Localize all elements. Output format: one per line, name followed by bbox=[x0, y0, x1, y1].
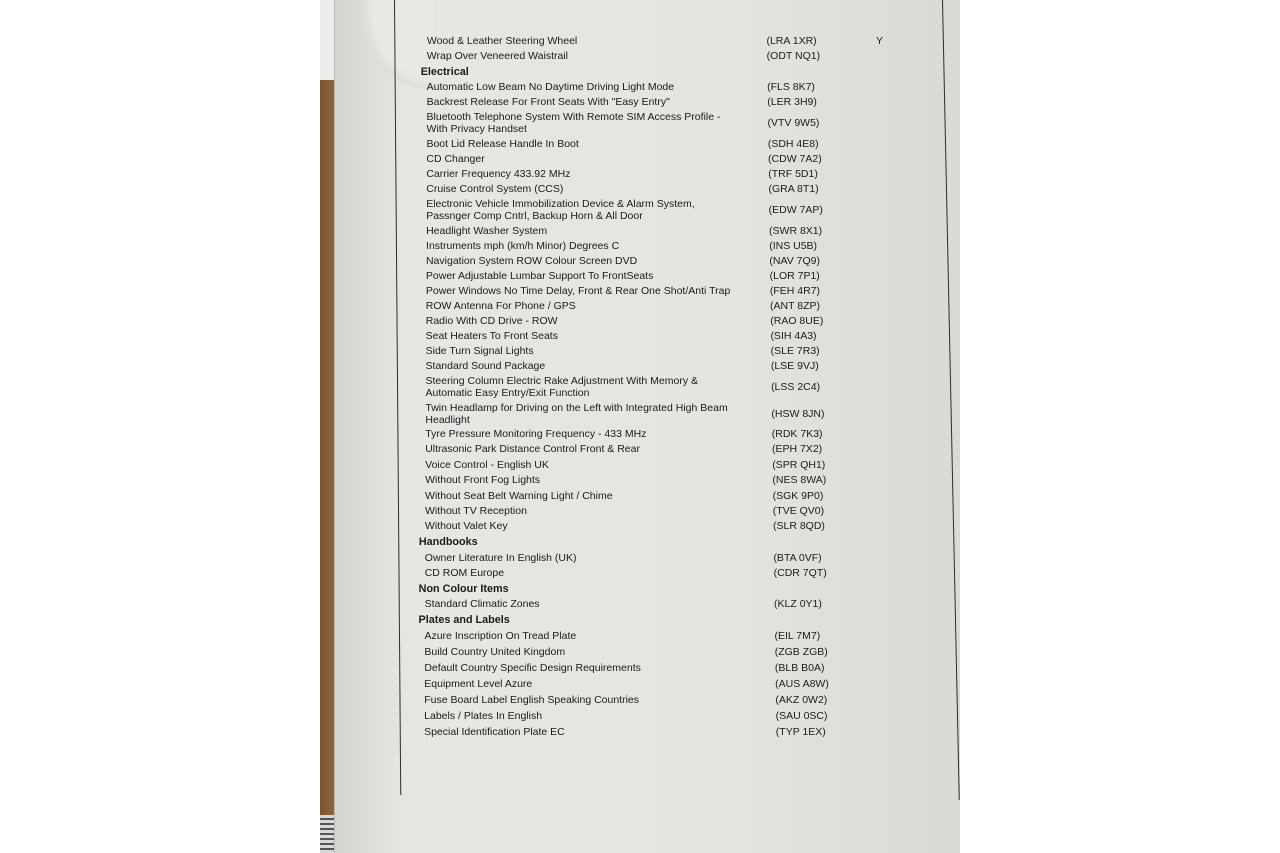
option-label: Special Identification Plate EC bbox=[424, 726, 565, 738]
option-code: (EIL 7M7) bbox=[774, 630, 821, 642]
option-code: (RAO 8UE) bbox=[770, 315, 824, 327]
option-row bbox=[425, 255, 820, 267]
option-code: (LOR 7P1) bbox=[769, 270, 820, 282]
option-label: Electronic Vehicle Immobilization Device & Alarm System, bbox=[426, 198, 695, 210]
option-code: (ANT 8ZP) bbox=[770, 300, 821, 312]
option-row bbox=[425, 285, 821, 297]
option-label-continued: Headlight bbox=[425, 414, 470, 426]
option-code: (SPR QH1) bbox=[772, 459, 826, 471]
option-label: CD Changer bbox=[426, 153, 485, 165]
option-row bbox=[424, 710, 828, 722]
option-row bbox=[426, 183, 819, 195]
option-code: (NAV 7Q9) bbox=[769, 255, 820, 267]
option-row bbox=[424, 505, 825, 517]
option-row bbox=[426, 50, 821, 62]
option-label: Radio With CD Drive - ROW bbox=[425, 315, 558, 327]
option-row bbox=[426, 240, 818, 252]
option-label-continued: Automatic Easy Entry/Exit Function bbox=[425, 387, 590, 399]
document-sheet bbox=[334, 0, 960, 853]
option-flag: Y bbox=[875, 35, 883, 47]
option-row bbox=[425, 474, 827, 486]
section-header bbox=[419, 614, 510, 626]
option-code: (ODT NQ1) bbox=[766, 50, 821, 62]
option-code: (AUS A8W) bbox=[775, 678, 829, 690]
option-row bbox=[426, 138, 819, 150]
option-code: (VTV 9W5) bbox=[767, 117, 820, 129]
option-code: (NES 8WA) bbox=[772, 474, 827, 486]
option-code: (SIH 4A3) bbox=[770, 330, 817, 342]
section-title: Non Colour Items bbox=[418, 583, 509, 595]
option-row bbox=[426, 111, 820, 135]
option-label-continued: With Privacy Handset bbox=[426, 123, 527, 135]
option-label: Power Windows No Time Delay, Front & Rear One Shot/Anti Trap bbox=[425, 285, 731, 297]
option-code: (SLR 8QD) bbox=[773, 520, 825, 532]
option-label: Default Country Specific Design Requirements bbox=[424, 662, 641, 674]
option-row bbox=[424, 726, 826, 738]
option-label: Standard Climatic Zones bbox=[424, 598, 540, 610]
option-row bbox=[426, 225, 823, 237]
option-code: (SDH 4E8) bbox=[767, 138, 819, 150]
option-code: (BLB B0A) bbox=[774, 662, 825, 674]
option-row bbox=[424, 646, 828, 658]
section-title: Handbooks bbox=[418, 536, 478, 548]
option-label: Fuse Board Label English Speaking Countries bbox=[424, 694, 640, 706]
option-row bbox=[426, 168, 818, 180]
section-header bbox=[421, 66, 469, 78]
option-label: Standard Sound Package bbox=[425, 360, 546, 372]
option-label: Azure Inscription On Tread Plate bbox=[424, 630, 577, 642]
option-code: (CDR 7QT) bbox=[773, 567, 827, 579]
option-row bbox=[424, 598, 822, 610]
option-row bbox=[425, 360, 819, 372]
option-label: Steering Column Electric Rake Adjustment With Memory & bbox=[425, 375, 699, 387]
option-row bbox=[425, 428, 823, 440]
option-code: (BTA 0VF) bbox=[773, 552, 822, 564]
option-label: CD ROM Europe bbox=[424, 567, 505, 579]
option-code: (LRA 1XR) bbox=[766, 35, 817, 47]
option-row bbox=[425, 375, 821, 399]
photo bbox=[320, 0, 960, 853]
option-label: Power Adjustable Lumbar Support To FrontSeats bbox=[425, 270, 654, 282]
option-code: (EPH 7X2) bbox=[771, 443, 823, 455]
option-label: Headlight Washer System bbox=[426, 225, 548, 237]
section-header bbox=[419, 583, 509, 595]
option-label: Twin Headlamp for Driving on the Left with Integrated High Beam bbox=[425, 402, 728, 414]
option-row bbox=[424, 678, 829, 690]
option-row bbox=[426, 153, 822, 165]
option-code: (FLS 8K7) bbox=[767, 81, 815, 93]
option-row bbox=[424, 662, 825, 674]
option-code: (LSS 2C4) bbox=[771, 381, 821, 393]
option-code: (TVE QV0) bbox=[772, 505, 825, 517]
option-label: Seat Heaters To Front Seats bbox=[425, 330, 558, 342]
option-label: Carrier Frequency 433.92 MHz bbox=[426, 168, 571, 180]
option-label: Voice Control - English UK bbox=[425, 459, 549, 471]
left-margin-rule bbox=[394, 0, 401, 795]
option-label: Without Front Fog Lights bbox=[425, 474, 541, 486]
option-label: Side Turn Signal Lights bbox=[425, 345, 534, 357]
option-label: Backrest Release For Front Seats With "Easy Entry" bbox=[426, 96, 670, 108]
option-label: Cruise Control System (CCS) bbox=[426, 183, 564, 195]
option-label: Tyre Pressure Monitoring Frequency - 433 MHz bbox=[425, 428, 647, 440]
option-label: Without TV Reception bbox=[424, 505, 527, 517]
option-code: (HSW 8JN) bbox=[771, 408, 825, 420]
option-code: (KLZ 0Y1) bbox=[774, 598, 822, 610]
option-label: Instruments mph (km/h Minor) Degrees C bbox=[426, 240, 620, 252]
option-row bbox=[424, 567, 827, 579]
option-row bbox=[425, 270, 820, 282]
option-label: ROW Antenna For Phone / GPS bbox=[425, 300, 576, 312]
option-label: Bluetooth Telephone System With Remote SIM Access Profile - bbox=[426, 111, 721, 123]
option-code: (RDK 7K3) bbox=[771, 428, 823, 440]
option-code: (INS U5B) bbox=[769, 240, 818, 252]
option-row bbox=[425, 490, 824, 502]
section-title: Electrical bbox=[420, 66, 469, 78]
option-code: (LSE 9VJ) bbox=[770, 360, 819, 372]
option-code: (SLE 7R3) bbox=[770, 345, 820, 357]
option-code: (GRA 8T1) bbox=[768, 183, 819, 195]
option-label: Automatic Low Beam No Daytime Driving Light Mode bbox=[426, 81, 675, 93]
option-code: (TYP 1EX) bbox=[775, 726, 826, 738]
option-row bbox=[425, 330, 817, 342]
option-label: Build Country United Kingdom bbox=[424, 646, 566, 658]
option-label: Wood & Leather Steering Wheel bbox=[426, 35, 578, 47]
option-row bbox=[426, 35, 883, 47]
option-label: Labels / Plates In English bbox=[424, 710, 543, 722]
option-row bbox=[424, 520, 825, 532]
option-label: Without Seat Belt Warning Light / Chime bbox=[425, 490, 613, 502]
option-code: (EDW 7AP) bbox=[768, 204, 823, 216]
option-code: (AKZ 0W2) bbox=[775, 694, 828, 706]
option-row bbox=[425, 300, 821, 312]
option-code: (CDW 7A2) bbox=[768, 153, 822, 165]
option-code: (TRF 5D1) bbox=[768, 168, 818, 180]
option-row bbox=[425, 443, 823, 455]
option-row bbox=[424, 630, 821, 642]
option-label: Boot Lid Release Handle In Boot bbox=[426, 138, 579, 150]
option-row bbox=[425, 315, 824, 327]
option-code: (ZGB ZGB) bbox=[774, 646, 828, 658]
option-code: (SWR 8X1) bbox=[769, 225, 823, 237]
option-row bbox=[426, 96, 817, 108]
option-label: Without Valet Key bbox=[424, 520, 508, 532]
option-row bbox=[426, 198, 823, 222]
option-label: Wrap Over Veneered Waistrail bbox=[426, 50, 569, 62]
option-row bbox=[425, 459, 826, 471]
option-code: (LER 3H9) bbox=[767, 96, 817, 108]
option-label: Navigation System ROW Colour Screen DVD bbox=[425, 255, 638, 267]
option-row bbox=[424, 552, 822, 564]
desk-bottom-edge bbox=[320, 815, 334, 853]
option-label: Owner Literature In English (UK) bbox=[424, 552, 577, 564]
option-row bbox=[425, 345, 820, 357]
option-label: Equipment Level Azure bbox=[424, 678, 533, 690]
section-header bbox=[419, 536, 478, 548]
option-row bbox=[425, 402, 825, 426]
option-code: (SGK 9P0) bbox=[772, 490, 824, 502]
option-code: (SAU 0SC) bbox=[775, 710, 828, 722]
option-label-continued: Passnger Comp Cntrl, Backup Horn & All Door bbox=[426, 210, 643, 222]
option-label: Ultrasonic Park Distance Control Front & Rear bbox=[425, 443, 640, 455]
option-row bbox=[424, 694, 828, 706]
option-code: (FEH 4R7) bbox=[769, 285, 821, 297]
right-margin-rule bbox=[942, 0, 960, 800]
section-title: Plates and Labels bbox=[418, 614, 510, 626]
option-row bbox=[426, 81, 815, 93]
